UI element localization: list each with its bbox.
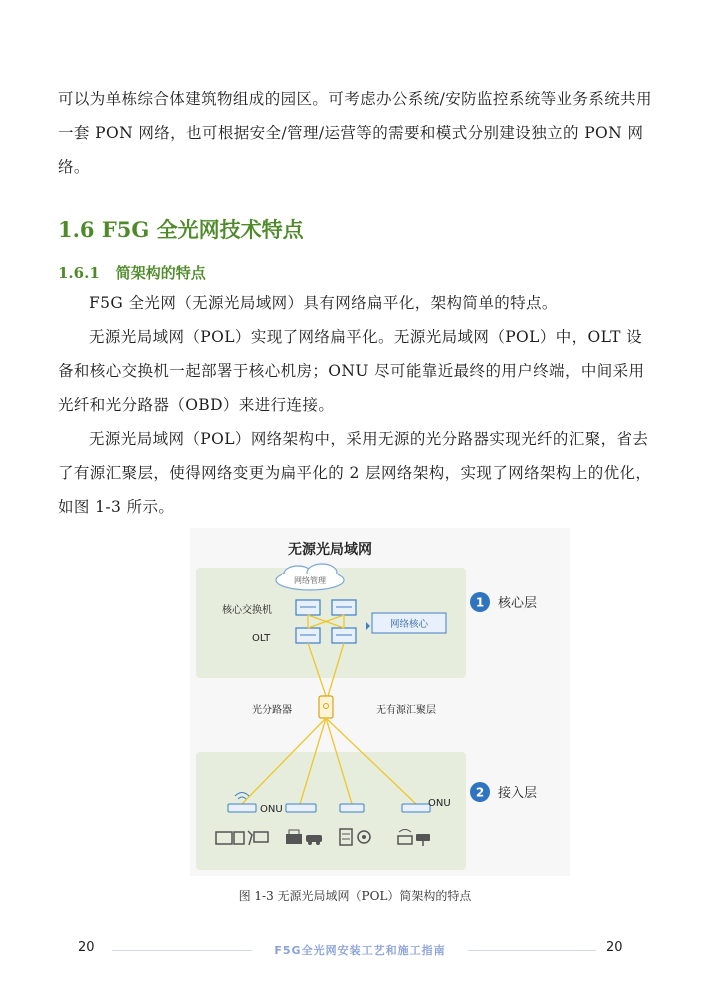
onu-device-2 [286, 804, 316, 812]
figure-caption: 图 1-3 无源光局域网（POL）简架构的特点 [238, 889, 472, 903]
onu-device-4 [402, 804, 430, 812]
footer-rule-right [468, 950, 596, 951]
no-agg-layer-label: 无有源汇聚层 [376, 705, 436, 716]
splitter-label: 光分路器 [252, 705, 292, 716]
splitter-icon [319, 696, 333, 718]
footer-rule-left [112, 950, 252, 951]
paragraph-3: 无源光局域网（POL）网络架构中，采用无源的光分路器实现光纤的汇聚，省去了有源汇聚层，使得网络变更为扁平化的 2 层网络架构，实现了网络架构上的优化，如图 1-3 所示。 [58, 430, 652, 516]
paragraph-2: 无源光局域网（POL）实现了网络扁平化。无源光局域网（POL）中，OLT 设备和核心交换机一起部署于核心机房；ONU 尽可能靠近最终的用户终端，中间采用光纤和光分路器（OBD）来进行连接。 [58, 328, 645, 414]
layer1-number: 1 [475, 595, 485, 610]
page-footer [0, 940, 710, 960]
onu-device-3 [340, 804, 364, 812]
onu-label-1: ONU [260, 804, 283, 815]
layer2-number: 2 [475, 785, 485, 800]
subsection-number: 1.6.1 [58, 264, 100, 282]
core-switch-label: 核心交换机 [222, 605, 272, 616]
page-number-left: 20 [78, 940, 95, 955]
figure-svg [190, 528, 570, 876]
olt-label: OLT [252, 633, 271, 644]
figure-pol-architecture [190, 528, 570, 876]
subsection-text: 简架构的特点 [115, 264, 206, 282]
section-title: 1.6 F5G 全光网技术特点 [58, 217, 304, 242]
layer2-label: 接入层 [498, 786, 538, 801]
paragraph-1: F5G 全光网（无源光局域网）具有网络扁平化，架构简单的特点。 [89, 294, 558, 312]
footer-book-title: F5G全光网安装工艺和施工指南 [274, 944, 446, 957]
layer1-label: 核心层 [498, 596, 538, 611]
onu-label-2: ONU [428, 798, 451, 809]
page-number-right: 20 [606, 940, 623, 955]
network-core-label: 网络核心 [389, 619, 429, 630]
cloud-label: 网络管理 [294, 576, 326, 585]
subsection-title [58, 262, 222, 283]
paragraph-intro: 可以为单栋综合体建筑物组成的园区。可考虑办公系统/安防监控系统等业务系统共用一套 PON 网络，也可根据安全/管理/运营等的需要和模式分别建设独立的 PON 网络。 [58, 90, 652, 176]
figure-title: 无源光局域网 [288, 542, 372, 558]
